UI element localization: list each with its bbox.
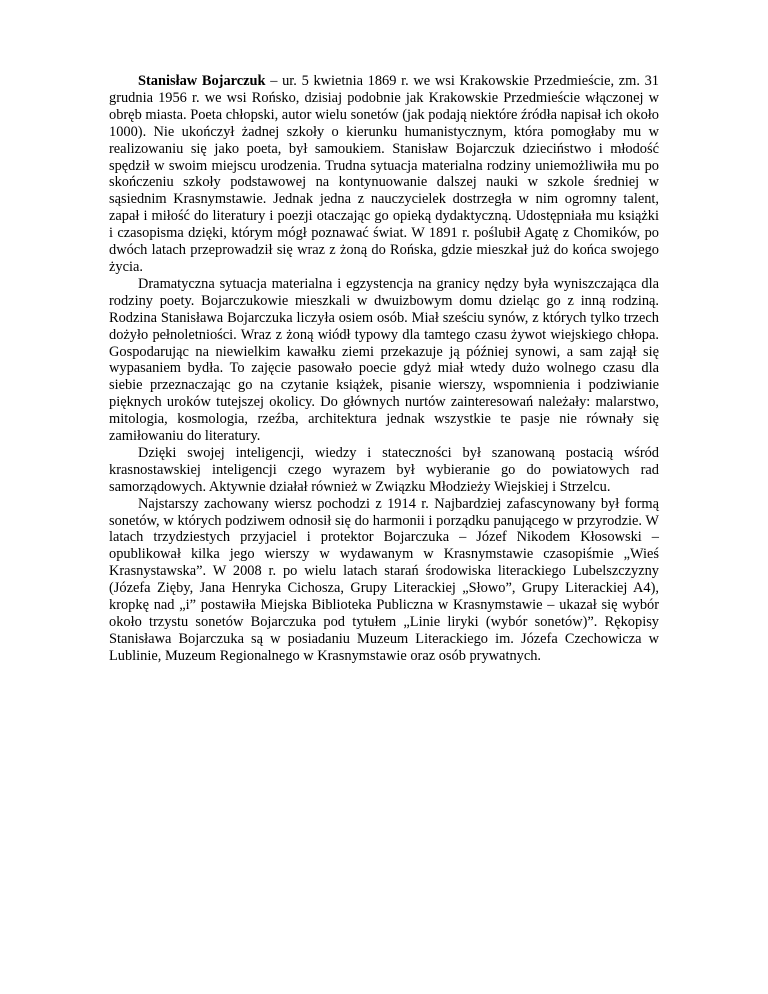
paragraph-3: Dzięki swojej inteligencji, wiedzy i stateczności był szanowaną postacią wśród krasnostawskiej inteligencji czego wyrazem był wybieranie go do powiatowych rad samorządowych. Aktywnie działał również w Związku Młodzieży Wiejskiej i Strzelcu. bbox=[109, 444, 659, 495]
paragraph-1 bbox=[109, 73, 659, 276]
paragraph-1-text: – ur. 5 kwietnia 1869 r. we wsi Krakowskie Przedmieście, zm. 31 grudnia 1956 r. we wsi Rońsko, dzisiaj podobnie jak Krakowskie Przedmieście włączonej w obręb miasta. Poeta chłopski, autor wielu sonetów (jak podają niektóre źródła napisał ich około 1000). Nie ukończył żadnej szkoły o kierunku humanistycznym, która pomogłaby mu w realizowaniu się jako poeta, był samoukiem. Stanisław Bojarczuk dzieciństwo i młodość spędził w swoim miejscu urodzenia. Trudna sytuacja materialna rodziny uniemożliwiła mu po skończeniu szkoły podstawowej na kontynuowanie dalszej nauki w szkole średniej w sąsiednim Krasnymstawie. Jednak jedna z nauczycielek dostrzegła w nim ogromny talent, zapał i miłość do literatury i poezji otaczając go opieką dydaktyczną. Udostępniała mu książki i czasopisma dzięki, którym mógł poznawać świat. W 1891 r. poślubił Agatę z Chomików, po dwóch latach przeprowadził się wraz z żoną do Rońska, gdzie mieszkał już do końca swojego życia. bbox=[109, 73, 659, 275]
lead-name: Stanisław Bojarczuk bbox=[138, 73, 266, 89]
document-page bbox=[109, 73, 659, 665]
paragraph-4: Najstarszy zachowany wiersz pochodzi z 1914 r. Najbardziej zafascynowany był formą sonetów, w których podziwem odnosił się do harmonii i porządku panującego w przyrodzie. W latach trzydziestych przyjaciel i protektor Bojarczuka – Józef Nikodem Kłosowski – opublikował kilka jego wierszy w wydawanym w Krasnymstawie czasopiśmie „Wieś Krasnystawska”. W 2008 r. po wielu latach starań środowiska literackiego Lubelszczyzny (Józefa Zięby, Jana Henryka Cichosza, Grupy Literackiej „Słowo”, Grupy Literackiej A4), kropkę nad „i” postawiła Miejska Biblioteka Publiczna w Krasnymstawie – ukazał się wybór około trzystu sonetów Bojarczuka pod tytułem „Linie liryki (wybór sonetów)”. Rękopisy Stanisława Bojarczuka są w posiadaniu Muzeum Literackiego im. Józefa Czechowicza w Lublinie, Muzeum Regionalnego w Krasnymstawie oraz osób prywatnych. bbox=[109, 495, 659, 664]
paragraph-2: Dramatyczna sytuacja materialna i egzystencja na granicy nędzy była wyniszczająca dla rodziny poety. Bojarczukowie mieszkali w dwuizbowym domu dzieląc go z inną rodziną. Rodzina Stanisława Bojarczuka liczyła osiem osób. Miał sześciu synów, z których tylko trzech dożyło pełnoletniości. Wraz z żoną wiódł typowy dla tamtego czasu żywot wiejskiego chłopa. Gospodarując na niewielkim kawałku ziemi przekazuje ją później synowi, a sam zajął się wypasaniem bydła. To zajęcie pasowało poecie gdyż miał wtedy dużo wolnego czasu dla siebie przeznaczając go na czytanie książek, pisanie wierszy, wspomnienia i podziwianie pięknych uroków tutejszej okolicy. Do głównych nurtów zainteresowań należały: malarstwo, mitologia, kosmologia, rzeźba, architektura jednak wszystkie te pasje nie równały się zamiłowaniu do literatury. bbox=[109, 275, 659, 445]
